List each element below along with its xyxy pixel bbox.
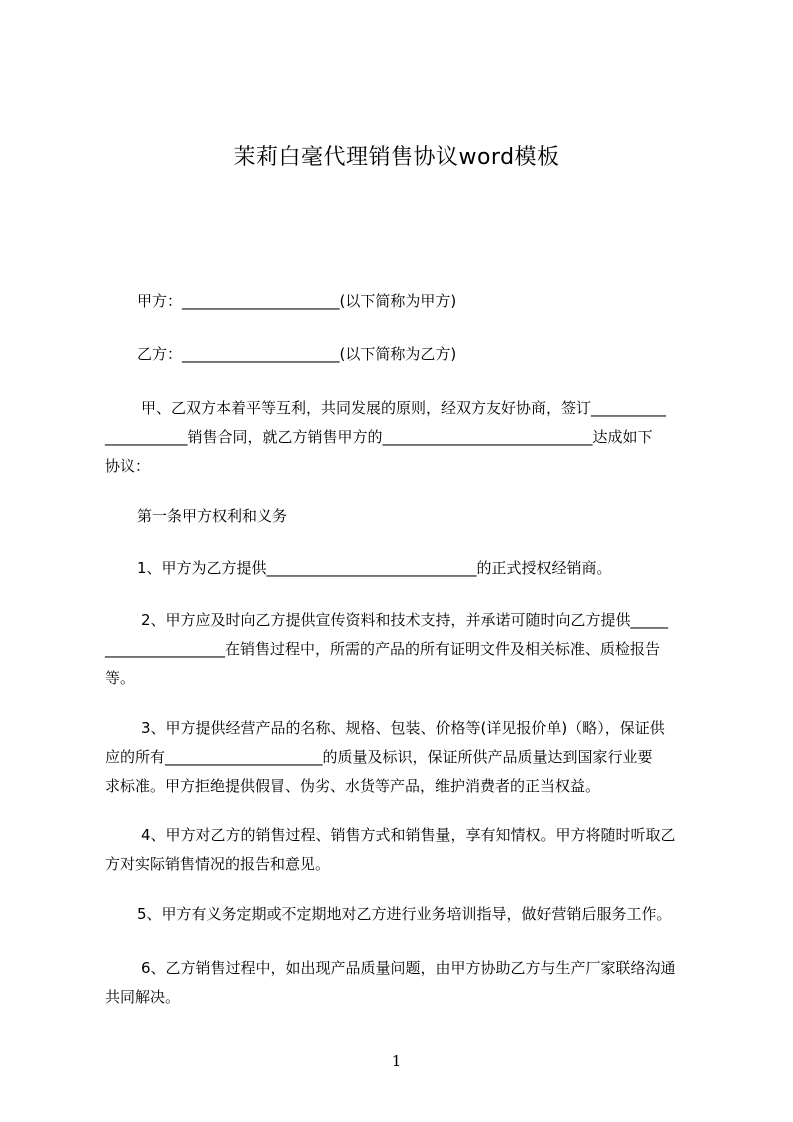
clause-3-line-3: 求标准。甲方拒绝提供假冒、伪劣、水货等产品，维护消费者的正当权益。 (105, 777, 601, 795)
party-a-line: 甲方：_____________________(以下简称为甲方) (137, 292, 457, 310)
clause-6-line-1: 6、乙方销售过程中，如出现产品质量问题，由甲方协助乙方与生产厂家联络沟通 (141, 959, 676, 977)
clause-2-line-1: 2、甲方应及时向乙方提供宣传资料和技术支持，并承诺可随时向乙方提供_____ (141, 611, 669, 629)
clause-4-line-1: 4、甲方对乙方的销售过程、销售方式和销售量，享有知情权。甲方将随时听取乙 (141, 826, 676, 844)
clause-2-line-3: 等。 (105, 669, 136, 687)
clause-5-line-1: 5、甲方有义务定期或不定期地对乙方进行业务培训指导，做好营销后服务工作。 (137, 905, 672, 923)
clause-2-line-2: ________________在销售过程中，所需的产品的所有证明文件及相关标准、质检报告 (105, 640, 661, 658)
page-number: 1 (391, 1052, 402, 1070)
preamble-line-1: 甲、乙双方本着平等互利，共同发展的原则，经双方友好协商，签订__________ (141, 399, 667, 417)
document-title: 茉莉白毫代理销售协议word模板 (233, 145, 560, 170)
clause-4-line-2: 方对实际销售情况的报告和意见。 (105, 855, 331, 873)
article-1-heading: 第一条甲方权利和义务 (137, 507, 288, 525)
preamble-line-3: 协议： (105, 457, 151, 475)
clause-3-line-2: 应的所有_____________________的质量及标识，保证所供产品质量达到国家行业要 (105, 748, 653, 766)
clause-3-line-1: 3、甲方提供经营产品的名称、规格、包装、价格等(详见报价单)（略），保证供 (141, 719, 665, 737)
clause-6-line-2: 共同解决。 (105, 988, 181, 1006)
preamble-line-2: ___________销售合同，就乙方销售甲方的____________________________达成如下 (105, 428, 653, 446)
party-b-line: 乙方：_____________________(以下简称为乙方) (137, 345, 457, 363)
clause-1-line-1: 1、甲方为乙方提供____________________________的正式授权经销商。 (137, 559, 612, 577)
